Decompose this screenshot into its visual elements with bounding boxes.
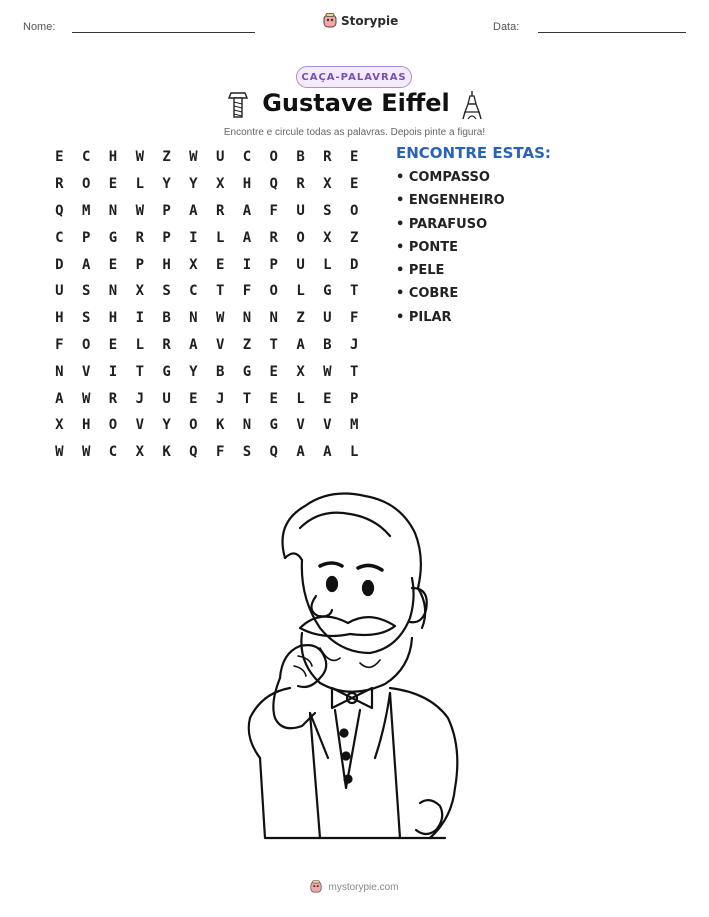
instructions: Encontre e circule todas as palavras. Depois pinte a figura! — [223, 127, 486, 138]
grid-cell[interactable]: T — [135, 363, 144, 380]
worksheet-tag: CAÇA-PALAVRAS — [296, 66, 412, 88]
grid-cell[interactable]: L — [349, 444, 359, 461]
grid-cell[interactable]: N — [108, 202, 118, 219]
grid-cell[interactable]: N — [55, 363, 64, 380]
grid-cell[interactable]: Y — [189, 176, 198, 193]
grid-cell[interactable]: W — [215, 310, 225, 327]
grid-cell[interactable]: Y — [189, 363, 198, 380]
grid-cell[interactable]: U — [296, 202, 305, 219]
grid-cell[interactable]: F — [55, 336, 64, 353]
grid-cell[interactable]: E — [108, 336, 118, 353]
grid-cell[interactable]: R — [323, 149, 332, 166]
grid-cell[interactable]: S — [323, 202, 332, 219]
grid-cell[interactable]: O — [81, 176, 91, 193]
gustave-eiffel-illustration[interactable] — [240, 488, 470, 854]
grid-cell[interactable]: C — [81, 149, 91, 166]
word-list-item: • COBRE — [396, 286, 459, 302]
grid-cell[interactable]: Q — [189, 444, 198, 461]
grid-cell[interactable]: X — [296, 363, 305, 380]
word-list-title: ENCONTRE ESTAS: — [396, 144, 551, 162]
grid-cell[interactable]: X — [323, 176, 332, 193]
grid-cell[interactable]: M — [81, 202, 91, 219]
grid-cell[interactable]: N — [108, 283, 118, 300]
grid-cell[interactable]: F — [215, 444, 225, 461]
grid-cell[interactable]: H — [242, 176, 252, 193]
grid-cell[interactable]: D — [349, 256, 359, 273]
grid-cell[interactable]: E — [323, 390, 332, 407]
grid-cell[interactable]: Z — [296, 310, 305, 327]
grid-cell[interactable]: L — [296, 390, 305, 407]
grid-cell[interactable]: U — [55, 283, 64, 300]
grid-cell[interactable]: I — [135, 310, 144, 327]
grid-cell[interactable]: C — [55, 229, 64, 246]
storypie-mascot-icon — [323, 13, 337, 29]
grid-cell[interactable]: N — [242, 417, 252, 434]
grid-cell[interactable]: E — [108, 256, 118, 273]
grid-cell[interactable]: R — [55, 176, 64, 193]
grid-cell[interactable]: A — [296, 336, 305, 353]
grid-cell[interactable]: X — [323, 229, 332, 246]
grid-cell[interactable]: B — [323, 336, 332, 353]
grid-cell[interactable]: K — [162, 444, 171, 461]
grid-cell[interactable]: P — [269, 256, 278, 273]
grid-cell[interactable]: R — [296, 176, 305, 193]
grid-cell[interactable]: W — [55, 444, 64, 461]
grid-cell[interactable]: O — [296, 229, 305, 246]
grid-cell[interactable]: W — [135, 149, 144, 166]
grid-cell[interactable]: X — [55, 417, 64, 434]
grid-cell[interactable]: E — [108, 176, 118, 193]
grid-cell[interactable]: E — [215, 256, 225, 273]
grid-cell[interactable]: P — [349, 390, 359, 407]
grid-cell[interactable]: H — [108, 149, 118, 166]
grid-cell[interactable]: Z — [242, 336, 252, 353]
grid-cell[interactable]: O — [349, 202, 359, 219]
grid-cell[interactable]: S — [242, 444, 252, 461]
grid-cell[interactable]: G — [162, 363, 171, 380]
grid-cell[interactable]: H — [55, 310, 64, 327]
word-list-item: • PONTE — [396, 239, 459, 255]
footer-url[interactable]: mystorypie.com — [328, 881, 399, 893]
brand-name: Storypie — [341, 14, 399, 28]
grid-cell[interactable]: E — [269, 363, 278, 380]
grid-cell[interactable]: A — [242, 229, 252, 246]
grid-cell[interactable]: Z — [162, 149, 171, 166]
grid-cell[interactable]: B — [215, 363, 225, 380]
grid-cell[interactable]: T — [349, 363, 359, 380]
grid-cell[interactable]: R — [269, 229, 278, 246]
grid-cell[interactable]: R — [135, 229, 144, 246]
grid-cell[interactable]: P — [162, 229, 171, 246]
grid-cell[interactable]: S — [162, 283, 171, 300]
grid-cell[interactable]: U — [162, 390, 171, 407]
grid-cell[interactable]: G — [108, 229, 118, 246]
date-field-line[interactable] — [538, 32, 686, 33]
grid-cell[interactable]: F — [242, 283, 252, 300]
grid-cell[interactable]: A — [55, 390, 64, 407]
grid-cell[interactable]: T — [215, 283, 225, 300]
grid-cell[interactable]: W — [323, 363, 332, 380]
date-label: Data: — [493, 21, 520, 33]
grid-cell[interactable]: V — [81, 363, 91, 380]
grid-cell[interactable]: N — [242, 310, 252, 327]
grid-cell[interactable]: O — [81, 336, 91, 353]
grid-cell[interactable]: V — [323, 417, 332, 434]
grid-cell[interactable]: H — [108, 310, 118, 327]
grid-cell[interactable]: F — [349, 310, 359, 327]
grid-cell[interactable]: T — [349, 283, 359, 300]
grid-cell[interactable]: E — [189, 390, 198, 407]
grid-cell[interactable]: E — [349, 176, 359, 193]
grid-cell[interactable]: G — [323, 283, 332, 300]
grid-cell[interactable]: W — [189, 149, 198, 166]
grid-cell[interactable]: R — [215, 202, 225, 219]
grid-cell[interactable]: L — [135, 336, 144, 353]
grid-cell[interactable]: J — [215, 390, 225, 407]
grid-cell[interactable]: T — [269, 336, 278, 353]
grid-cell[interactable]: I — [189, 229, 198, 246]
grid-cell[interactable]: X — [135, 283, 144, 300]
grid-cell[interactable]: U — [215, 149, 225, 166]
grid-cell[interactable]: A — [296, 444, 305, 461]
grid-cell[interactable]: A — [189, 336, 198, 353]
grid-cell[interactable]: X — [189, 256, 198, 273]
grid-cell[interactable]: W — [81, 444, 91, 461]
brand-logo — [323, 13, 398, 29]
word-search-grid[interactable] — [46, 144, 368, 466]
grid-cell[interactable]: S — [81, 283, 91, 300]
grid-cell[interactable]: V — [215, 336, 225, 353]
grid-cell[interactable]: R — [108, 390, 118, 407]
grid-cell[interactable]: U — [296, 256, 305, 273]
grid-cell[interactable]: E — [269, 390, 278, 407]
grid-cell[interactable]: H — [81, 417, 91, 434]
bolt-icon — [228, 91, 248, 119]
word-list-item: • ENGENHEIRO — [396, 193, 505, 209]
grid-cell[interactable]: R — [162, 336, 171, 353]
grid-cell[interactable]: N — [269, 310, 278, 327]
word-list-item: • COMPASSO — [396, 170, 490, 185]
grid-cell[interactable]: V — [135, 417, 144, 434]
grid-cell[interactable]: O — [189, 417, 198, 434]
grid-cell[interactable]: P — [135, 256, 144, 273]
grid-cell[interactable]: D — [55, 256, 64, 273]
grid-cell[interactable]: G — [242, 363, 252, 380]
grid-cell[interactable]: Y — [162, 417, 171, 434]
grid-cell[interactable]: N — [189, 310, 198, 327]
grid-cell[interactable]: Y — [162, 176, 171, 193]
grid-cell[interactable]: L — [215, 229, 225, 246]
eiffel-tower-icon — [461, 90, 483, 120]
grid-cell[interactable]: A — [189, 202, 198, 219]
page-title: Gustave Eiffel — [262, 89, 450, 117]
grid-cell[interactable]: A — [242, 202, 252, 219]
grid-cell[interactable]: L — [323, 256, 332, 273]
grid-cell[interactable]: C — [242, 149, 252, 166]
grid-cell[interactable]: S — [81, 310, 91, 327]
grid-cell[interactable]: A — [323, 444, 332, 461]
grid-cell[interactable]: B — [162, 310, 171, 327]
grid-cell[interactable]: L — [135, 176, 144, 193]
storypie-mascot-icon — [310, 880, 322, 894]
grid-cell[interactable]: P — [162, 202, 171, 219]
grid-cell[interactable]: A — [81, 256, 91, 273]
grid-cell[interactable]: W — [135, 202, 144, 219]
word-list-item: • PILAR — [396, 309, 452, 325]
grid-cell[interactable]: X — [135, 444, 144, 461]
grid-cell[interactable]: B — [296, 149, 305, 166]
grid-cell[interactable]: J — [349, 336, 359, 353]
grid-cell[interactable]: Q — [269, 444, 278, 461]
grid-cell[interactable]: M — [349, 417, 359, 434]
grid-cell[interactable]: V — [296, 417, 305, 434]
grid-cell[interactable]: H — [162, 256, 171, 273]
grid-cell[interactable]: O — [108, 417, 118, 434]
name-field-line[interactable] — [72, 32, 255, 33]
grid-cell[interactable]: P — [81, 229, 91, 246]
grid-cell[interactable]: C — [108, 444, 118, 461]
grid-cell[interactable]: X — [215, 176, 225, 193]
grid-cell[interactable]: I — [242, 256, 252, 273]
name-label: Nome: — [23, 21, 56, 33]
grid-cell[interactable]: L — [296, 283, 305, 300]
grid-cell[interactable]: F — [269, 202, 278, 219]
grid-cell[interactable]: U — [323, 310, 332, 327]
grid-cell[interactable]: W — [81, 390, 91, 407]
footer — [0, 880, 709, 894]
word-list-item: • PARAFUSO — [396, 216, 488, 232]
word-list — [396, 170, 505, 333]
grid-cell[interactable]: J — [135, 390, 144, 407]
grid-cell[interactable]: Z — [349, 229, 359, 246]
grid-cell[interactable]: G — [269, 417, 278, 434]
grid-cell[interactable]: Q — [269, 176, 278, 193]
grid-cell[interactable]: E — [55, 149, 64, 166]
grid-cell[interactable]: Q — [55, 202, 64, 219]
word-list-item: • PELE — [396, 263, 445, 279]
grid-cell[interactable]: T — [242, 390, 252, 407]
grid-cell[interactable]: I — [108, 363, 118, 380]
grid-cell[interactable]: O — [269, 149, 278, 166]
grid-cell[interactable]: E — [349, 149, 359, 166]
grid-cell[interactable]: K — [215, 417, 225, 434]
grid-cell[interactable]: C — [189, 283, 198, 300]
grid-cell[interactable]: O — [269, 283, 278, 300]
